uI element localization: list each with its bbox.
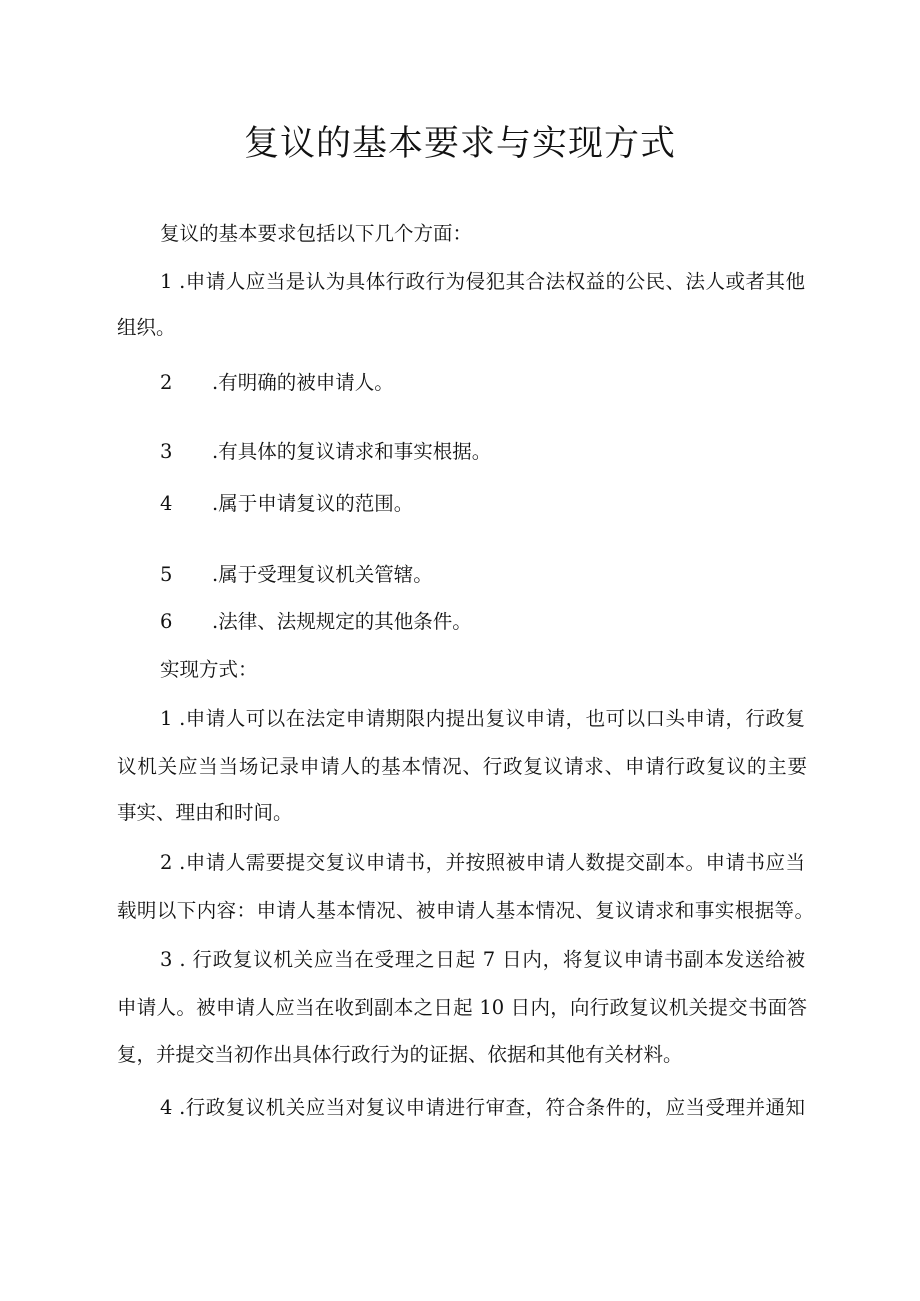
paragraph-line: 2 .申请人需要提交复议申请书，并按照被申请人数提交副本。申请书应当 bbox=[160, 851, 805, 874]
paragraph-line: 4 .行政复议机关应当对复议申请进行审查，符合条件的，应当受理并通知 bbox=[160, 1096, 805, 1119]
paragraph-line: 3 . 行政复议机关应当在受理之日起 7 日内，将复议申请书副本发送给被 bbox=[160, 948, 805, 971]
implementation-heading: 实现方式： bbox=[160, 658, 258, 681]
requirement-text: .有具体的复议请求和事实根据。 bbox=[212, 440, 492, 463]
requirement-item bbox=[160, 561, 850, 589]
requirement-number: 5 bbox=[160, 563, 173, 586]
paragraph-line: 载明以下内容：申请人基本情况、被申请人基本情况、复议请求和事实根据等。 bbox=[117, 899, 814, 922]
requirement-1-line-1: 1 .申请人应当是认为具体行政行为侵犯其合法权益的公民、法人或者其他 bbox=[160, 270, 805, 293]
paragraph-line: 事实、理由和时间。 bbox=[117, 801, 293, 824]
requirement-text: .属于受理复议机关管辖。 bbox=[212, 563, 433, 586]
paragraph-line: 复，并提交当初作出具体行政行为的证据、依据和其他有关材料。 bbox=[117, 1043, 683, 1066]
requirement-number: 4 bbox=[160, 492, 173, 515]
requirement-item bbox=[160, 608, 850, 636]
paragraph-line: 申请人。被申请人应当在收到副本之日起 10 日内，向行政复议机关提交书面答 bbox=[117, 996, 807, 1019]
requirement-1-line-2: 组织。 bbox=[117, 316, 176, 339]
paragraph-line: 1 .申请人可以在法定申请期限内提出复议申请，也可以口头申请，行政复 bbox=[160, 707, 805, 730]
requirement-number: 6 bbox=[160, 610, 173, 633]
requirement-text: .属于申请复议的范围。 bbox=[212, 492, 414, 515]
paragraph-line: 议机关应当当场记录申请人的基本情况、行政复议请求、申请行政复议的主要 bbox=[117, 755, 807, 778]
requirement-text: .法律、法规规定的其他条件。 bbox=[212, 610, 472, 633]
requirement-item bbox=[160, 438, 850, 466]
requirements-intro: 复议的基本要求包括以下几个方面： bbox=[160, 222, 473, 245]
requirement-text: .有明确的被申请人。 bbox=[212, 371, 394, 394]
requirement-item bbox=[160, 369, 850, 397]
requirement-item bbox=[160, 490, 850, 518]
page-title: 复议的基本要求与实现方式 bbox=[243, 124, 676, 164]
requirement-number: 2 bbox=[160, 371, 173, 394]
requirement-number: 3 bbox=[160, 440, 173, 463]
